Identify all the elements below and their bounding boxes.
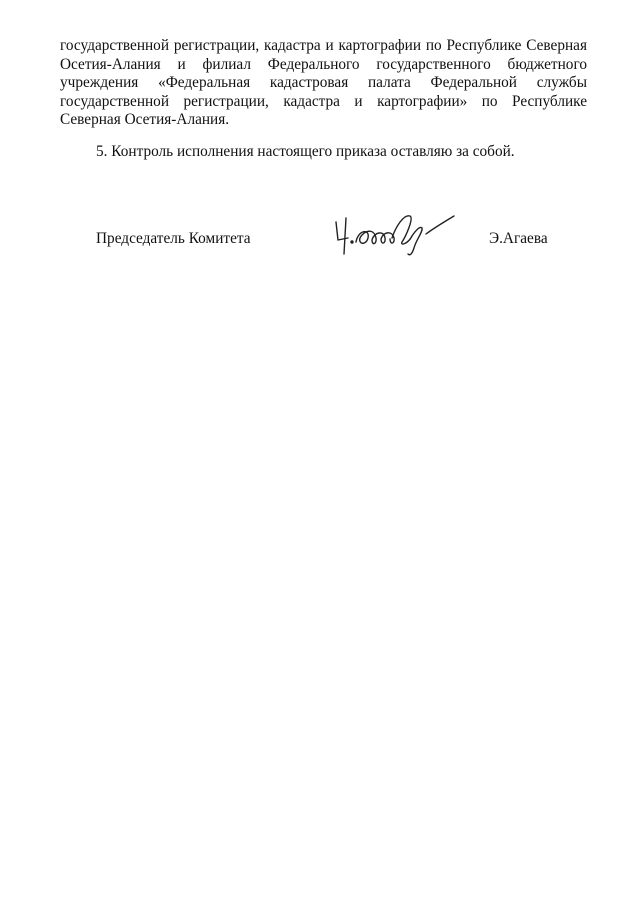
signature-block bbox=[0, 230, 640, 258]
signatory-name: Э.Агаева bbox=[489, 230, 548, 247]
signatory-title: Председатель Комитета bbox=[96, 230, 251, 247]
handwritten-signature bbox=[330, 208, 480, 258]
paragraph-continued: государственной регистрации, кадастра и картографии по Республике Северная Осетия-Алания и филиал Федерального государственного бюджетного учреждения «Федеральная кадастровая палата Федеральной службы государственной регистрации, кадастра и картографии» по Республике Северная Осетия-Алания. bbox=[60, 37, 587, 129]
paragraph-item-5: 5. Контроль исполнения настоящего приказа оставляю за собой. bbox=[96, 143, 515, 160]
